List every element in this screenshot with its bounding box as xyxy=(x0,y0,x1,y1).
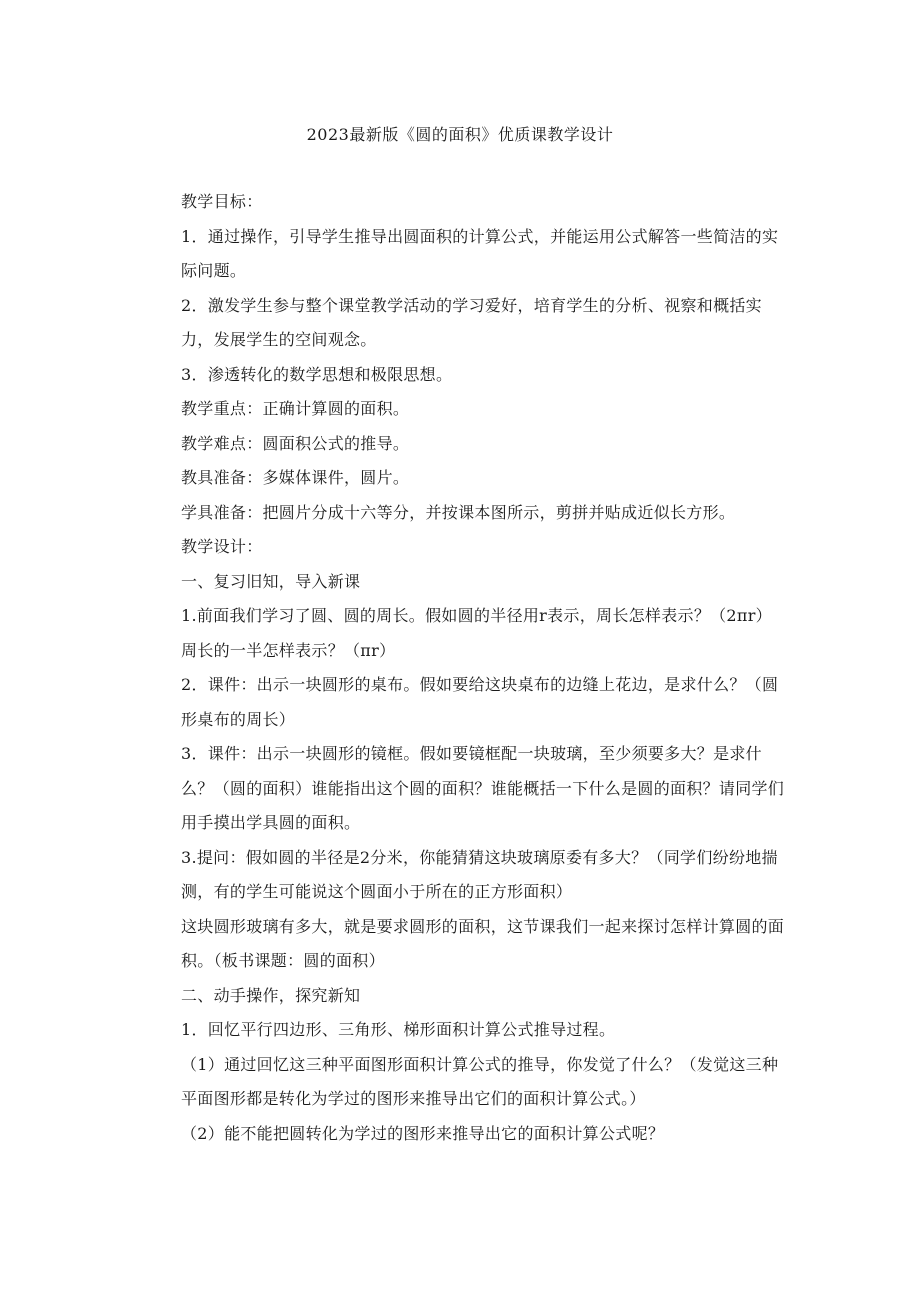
paragraph-explore-1-1: （1）通过回忆这三种平面图形面积计算公式的推导，你发觉了什么？（发觉这三种平面图形都是转化为学过的图形来推导出它们的面积计算公式。） xyxy=(181,1054,779,1108)
paragraph-explore-1-2: （2）能不能把圆转化为学过的图形来推导出它的面积计算公式呢？ xyxy=(181,1123,665,1143)
paragraph-intro: 这块圆形玻璃有多大，就是要求圆形的面积，这节课我们一起来探讨怎样计算圆的面积。（板书课题：圆的面积） xyxy=(181,916,785,970)
paragraph-objective-2: 2．激发学生参与整个课堂教学活动的学习爱好，培育学生的分析、视察和概括实力，发展学生的空间观念。 xyxy=(181,295,762,349)
paragraph-question: 3.提问：假如圆的半径是2分米，你能猜猜这块玻璃原委有多大？（同学们纷纷地揣测，有的学生可能说这个圆面小于所在的正方形面积） xyxy=(181,847,778,901)
paragraph-teaching-aids: 教具准备：多媒体课件，圆片。 xyxy=(181,468,410,487)
paragraph-section-1-heading: 一、复习旧知，导入新课 xyxy=(181,571,361,591)
paragraph-objectives-heading: 教学目标： xyxy=(181,192,263,211)
document-title: 2023最新版《圆的面积》优质课教学设计 xyxy=(306,125,614,144)
paragraph-design-heading: 教学设计： xyxy=(181,537,263,556)
document-body xyxy=(181,185,787,1151)
paragraph-section-2-heading: 二、动手操作，探究新知 xyxy=(181,985,361,1005)
paragraph-learning-aids: 学具准备：把圆片分成十六等分，并按课本图所示，剪拼并贴成近似长方形。 xyxy=(181,502,736,522)
paragraph-review-3: 3．课件：出示一块圆形的镜框。假如要镜框配一块玻璃，至少须要多大？是求什么？（圆的面积）谁能指出这个圆的面积？谁能概括一下什么是圆的面积？请同学们用手摸出学具圆的面积。 xyxy=(181,744,785,832)
paragraph-key-point: 教学重点：正确计算圆的面积。 xyxy=(181,399,410,418)
paragraph-difficult-point: 教学难点：圆面积公式的推导。 xyxy=(181,433,410,453)
paragraph-explore-1: 1．回忆平行四边形、三角形、梯形面积计算公式推导过程。 xyxy=(181,1020,616,1039)
paragraph-objective-3: 3．渗透转化的数学思想和极限思想。 xyxy=(181,364,453,384)
paragraph-review-1: 1.前面我们学习了圆、圆的周长。假如圆的半径用r表示，周长怎样表示？（2πr）周长的一半怎样表示？（πr） xyxy=(181,606,772,660)
paragraph-objective-1: 1．通过操作，引导学生推导出圆面积的计算公式，并能运用公式解答一些简洁的实际问题。 xyxy=(181,226,779,280)
paragraph-review-2: 2．课件：出示一块圆形的桌布。假如要给这块桌布的边缝上花边，是求什么？（圆形桌布的周长） xyxy=(181,675,779,729)
